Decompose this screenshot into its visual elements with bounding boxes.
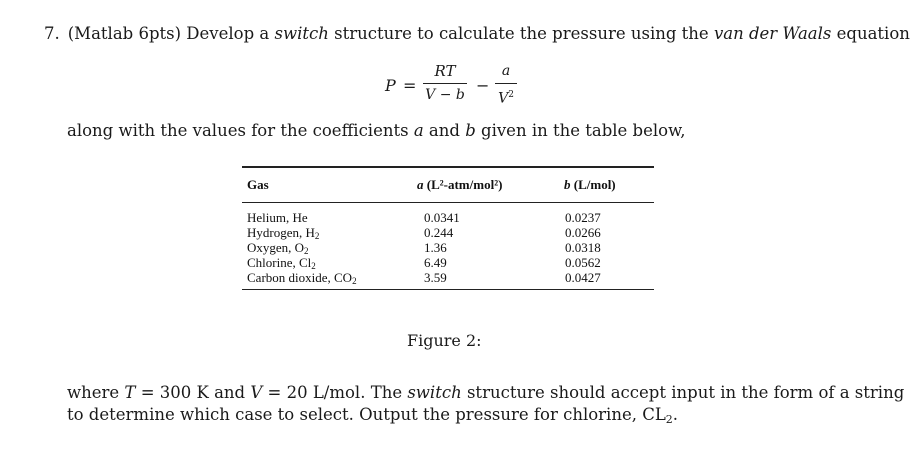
table-row <box>242 270 654 290</box>
a-value: 0.244 <box>424 225 454 240</box>
fraction-rt-numerator: RT <box>434 62 456 80</box>
fraction-bar <box>423 83 467 84</box>
fraction-a <box>493 60 519 105</box>
problem-number: 7. <box>44 24 60 43</box>
equation-name: van der Waals <box>713 24 832 43</box>
b-value: 0.0318 <box>565 240 601 255</box>
b-value: 0.0427 <box>559 270 654 290</box>
footer-line-1: where T = 300 K and V = 20 L/mol. The switch structure should accept input in the form of a string <box>67 383 905 402</box>
equation-equals: = <box>403 76 417 95</box>
switch-keyword: switch <box>407 383 462 402</box>
fraction-rt <box>421 60 469 105</box>
fraction-a-numerator: a <box>501 63 511 79</box>
fraction-rt-denominator: V − b <box>425 87 465 103</box>
a-value: 3.59 <box>412 270 559 290</box>
table-intro: along with the values for the coefficients a and b given in the table below, <box>67 121 686 140</box>
table-header-row <box>242 167 654 203</box>
problem-statement <box>44 24 910 43</box>
equation-minus: − <box>476 76 490 95</box>
var-a: a <box>413 121 424 140</box>
footer-line-2: to determine which case to select. Output the pressure for chlorine, CL2. <box>67 405 679 426</box>
equation-lhs: P <box>385 76 396 95</box>
fraction-bar <box>495 83 517 84</box>
problem-middle: structure to calculate the pressure using the <box>334 24 709 43</box>
coefficient-table <box>242 166 654 290</box>
header-b: b (L/mol) <box>559 167 654 203</box>
gas-name: Oxygen, $O_2$ <box>247 240 309 256</box>
gas-name: Carbon dioxide, $CO_2$ <box>242 270 412 290</box>
var-b: b <box>465 121 476 140</box>
a-value: 0.0341 <box>424 210 460 225</box>
gas-name: Chlorine, $Cl_2$ <box>247 255 316 271</box>
switch-keyword: switch <box>274 24 329 43</box>
figure-caption: Figure 2: <box>407 331 482 350</box>
gas-name: Helium, He <box>247 210 308 225</box>
header-a: a (L²-atm/mol²) <box>412 167 559 203</box>
b-value: 0.0237 <box>565 210 601 225</box>
a-value: 1.36 <box>424 240 447 255</box>
table-row <box>242 240 654 255</box>
problem-intro: (Matlab 6pts) Develop a <box>67 24 270 43</box>
a-value: 6.49 <box>424 255 447 270</box>
problem-end: equation <box>836 24 910 43</box>
table-row <box>242 255 654 270</box>
header-gas: Gas <box>242 167 412 203</box>
table-row <box>242 225 654 240</box>
table-row <box>242 203 654 226</box>
b-value: 0.0562 <box>565 255 601 270</box>
gas-name: Hydrogen, $H_2$ <box>247 225 320 241</box>
fraction-a-denominator: $V^2$ <box>498 90 514 107</box>
b-value: 0.0266 <box>565 225 601 240</box>
